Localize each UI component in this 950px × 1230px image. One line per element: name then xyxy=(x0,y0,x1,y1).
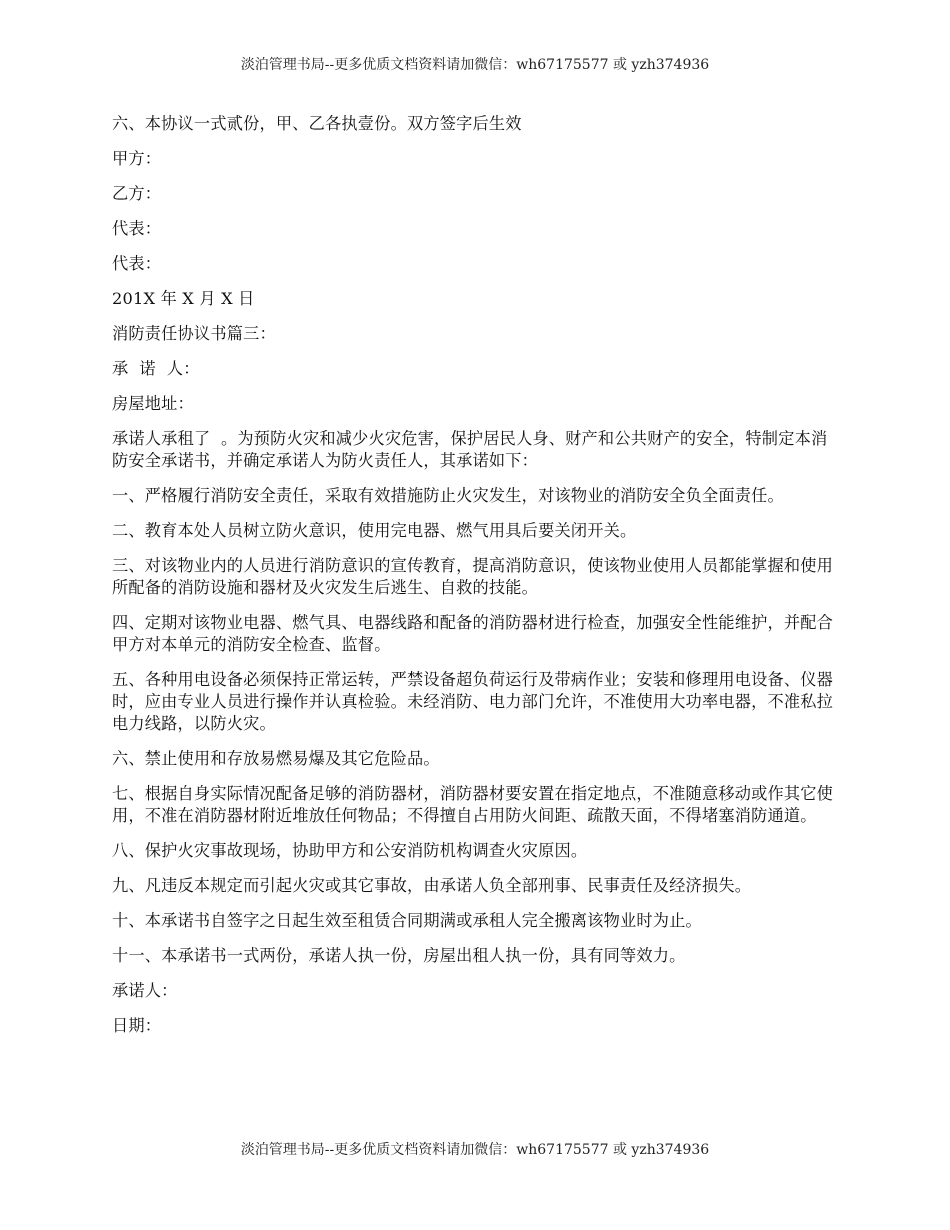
date-signature-line: 日期： xyxy=(112,1016,162,1035)
clause-item: 三、对该物业内的人员进行消防意识的宣传教育，提高消防意识，使该物业使用人员都能掌握和使用所配备的消防设施和器材及火灾发生后逃生、自救的技能。 xyxy=(112,556,834,597)
party-a-line: 甲方： xyxy=(112,149,162,168)
representative-line: 代表： xyxy=(112,219,162,238)
page-header: 淡泊管理书局--更多优质文档资料请加微信：wh67175577 或 yzh374936 xyxy=(240,57,710,73)
clause-item: 十、本承诺书自签字之日起生效至租赁合同期满或承租人完全搬离该物业时为止。 xyxy=(112,911,702,930)
date-line: 201X 年 X 月 X 日 xyxy=(112,289,255,308)
clause-item: 六、禁止使用和存放易燃易爆及其它危险品。 xyxy=(112,749,440,768)
section-heading: 消防责任协议书篇三： xyxy=(112,324,276,343)
clause-item: 八、保护火灾事故现场，协助甲方和公安消防机构调查火灾原因。 xyxy=(112,841,588,860)
clause-item: 十一、本承诺书一式两份，承诺人执一份，房屋出租人执一份，具有同等效力。 xyxy=(112,946,686,965)
paragraph: 承诺人承租了 。为预防火灾和减少火灾危害，保护居民人身、财产和公共财产的安全，特制定本消防安全承诺书，并确定承诺人为防火责任人，其承诺如下： xyxy=(112,429,828,470)
clause-item: 二、教育本处人员树立防火意识，使用完电器、燃气用具后要关闭开关。 xyxy=(112,521,637,540)
clause-item: 九、凡违反本规定而引起火灾或其它事故，由承诺人负全部刑事、民事责任及经济损失。 xyxy=(112,876,752,895)
signature-line: 承诺人： xyxy=(112,981,178,1000)
paragraph: 六、本协议一式贰份，甲、乙各执壹份。双方签字后生效 xyxy=(112,114,522,133)
party-b-line: 乙方： xyxy=(112,184,162,203)
clause-item: 五、各种用电设备必须保持正常运转，严禁设备超负荷运行及带病作业；安装和修理用电设备、仪器时，应由专业人员进行操作并认真检验。未经消防、电力部门允许，不准使用大功率电器，不准私拉电力线路，以防火灾。 xyxy=(112,670,834,733)
promisor-line: 承 诺 人： xyxy=(112,359,200,378)
clause-item: 四、定期对该物业电器、燃气具、电器线路和配备的消防器材进行检查，加强安全性能维护，并配合甲方对本单元的消防安全检查、监督。 xyxy=(112,613,834,654)
clause-item: 一、严格履行消防安全责任，采取有效措施防止火灾发生，对该物业的消防安全负全面责任。 xyxy=(112,486,784,505)
page-footer: 淡泊管理书局--更多优质文档资料请加微信：wh67175577 或 yzh374936 xyxy=(240,1142,710,1158)
document-body xyxy=(112,113,842,1050)
clause-item: 七、根据自身实际情况配备足够的消防器材，消防器材要安置在指定地点，不准随意移动或作其它使用，不准在消防器材附近堆放任何物品；不得擅自占用防火间距、疏散天面，不得堵塞消防通道。 xyxy=(112,784,834,825)
address-line: 房屋地址： xyxy=(112,394,194,413)
representative-line: 代表： xyxy=(112,254,162,273)
